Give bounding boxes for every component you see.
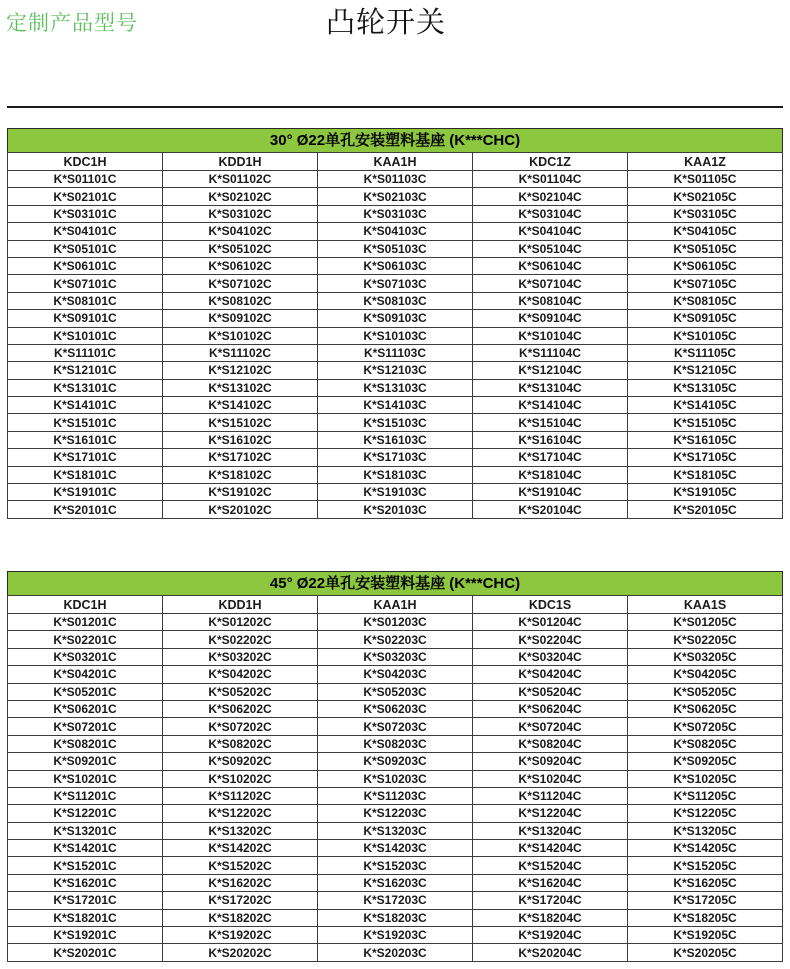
model-cell: K*S18103C [318,466,473,483]
header-row [8,153,783,171]
table-row [8,718,783,735]
model-cell: K*S20205C [628,944,783,961]
model-cell: K*S16205C [628,874,783,891]
divider-line [7,106,783,108]
model-cell: K*S04104C [473,223,628,240]
model-cell: K*S01205C [628,614,783,631]
table-row [8,666,783,683]
table-row [8,700,783,717]
table-header [8,596,783,614]
model-cell: K*S17105C [628,449,783,466]
table-row [8,857,783,874]
model-cell: K*S09103C [318,310,473,327]
model-cell: K*S14202C [163,840,318,857]
model-cell: K*S05201C [8,683,163,700]
model-cell: K*S10202C [163,770,318,787]
model-cell: K*S11102C [163,344,318,361]
model-cell: K*S04101C [8,223,163,240]
table-row [8,840,783,857]
model-cell: K*S18202C [163,909,318,926]
model-cell: K*S07101C [8,275,163,292]
model-cell: K*S19202C [163,927,318,944]
table-body [8,171,783,519]
model-cell: K*S12104C [473,362,628,379]
model-cell: K*S01103C [318,171,473,188]
model-cell: K*S09204C [473,753,628,770]
model-cell: K*S03202C [163,648,318,665]
model-cell: K*S14104C [473,397,628,414]
model-cell: K*S20101C [8,501,163,518]
model-cell: K*S03203C [318,648,473,665]
table-row [8,944,783,961]
model-cell: K*S14205C [628,840,783,857]
model-cell: K*S16101C [8,431,163,448]
table-row [8,171,783,188]
model-cell: K*S12102C [163,362,318,379]
model-cell: K*S09101C [8,310,163,327]
model-cell: K*S12201C [8,805,163,822]
column-header: KDC1Z [473,153,628,171]
model-cell: K*S15202C [163,857,318,874]
model-cell: K*S16105C [628,431,783,448]
model-cell: K*S05203C [318,683,473,700]
model-cell: K*S11104C [473,344,628,361]
model-cell: K*S05102C [163,240,318,257]
table-row [8,275,783,292]
model-cell: K*S06205C [628,700,783,717]
model-cell: K*S03201C [8,648,163,665]
model-cell: K*S11101C [8,344,163,361]
model-cell: K*S15101C [8,414,163,431]
model-cell: K*S08202C [163,735,318,752]
model-cell: K*S02205C [628,631,783,648]
model-cell: K*S17102C [163,449,318,466]
column-header: KAA1H [318,153,473,171]
model-cell: K*S12101C [8,362,163,379]
model-cell: K*S05204C [473,683,628,700]
model-cell: K*S02201C [8,631,163,648]
model-cell: K*S08104C [473,292,628,309]
model-cell: K*S18102C [163,466,318,483]
model-cell: K*S08201C [8,735,163,752]
model-cell: K*S04103C [318,223,473,240]
model-cell: K*S08101C [8,292,163,309]
model-cell: K*S17202C [163,892,318,909]
model-cell: K*S14102C [163,397,318,414]
table-row [8,431,783,448]
model-cell: K*S16102C [163,431,318,448]
model-cell: K*S15203C [318,857,473,874]
model-cell: K*S08203C [318,735,473,752]
model-cell: K*S09201C [8,753,163,770]
model-cell: K*S09202C [163,753,318,770]
model-cell: K*S06203C [318,700,473,717]
model-cell: K*S10102C [163,327,318,344]
model-cell: K*S09205C [628,753,783,770]
column-header: KAA1Z [628,153,783,171]
model-cell: K*S19105C [628,484,783,501]
model-cell: K*S13201C [8,822,163,839]
section-label: 定制产品型号 [6,12,138,35]
model-cell: K*S03204C [473,648,628,665]
model-cell: K*S09105C [628,310,783,327]
model-cell: K*S18203C [318,909,473,926]
model-cell: K*S19204C [473,927,628,944]
model-cell: K*S12203C [318,805,473,822]
model-cell: K*S17204C [473,892,628,909]
model-cell: K*S12205C [628,805,783,822]
model-cell: K*S03103C [318,205,473,222]
model-cell: K*S16104C [473,431,628,448]
model-cell: K*S17203C [318,892,473,909]
model-cell: K*S11105C [628,344,783,361]
model-cell: K*S02103C [318,188,473,205]
model-cell: K*S10103C [318,327,473,344]
model-cell: K*S01102C [163,171,318,188]
table-section-30-degree [7,128,783,519]
table-row [8,292,783,309]
model-cell: K*S19102C [163,484,318,501]
model-cell: K*S08102C [163,292,318,309]
model-cell: K*S01204C [473,614,628,631]
model-cell: K*S10205C [628,770,783,787]
table-row [8,805,783,822]
model-cell: K*S04204C [473,666,628,683]
model-cell: K*S20102C [163,501,318,518]
model-cell: K*S11204C [473,787,628,804]
model-cell: K*S02104C [473,188,628,205]
model-cell: K*S06102C [163,257,318,274]
model-cell: K*S16204C [473,874,628,891]
model-cell: K*S14103C [318,397,473,414]
model-cell: K*S09102C [163,310,318,327]
model-cell: K*S11203C [318,787,473,804]
table-row [8,770,783,787]
model-cell: K*S08205C [628,735,783,752]
table-header [8,153,783,171]
model-cell: K*S01202C [163,614,318,631]
model-cell: K*S20204C [473,944,628,961]
model-cell: K*S04201C [8,666,163,683]
model-cell: K*S06204C [473,700,628,717]
table-title-30-degree: 30° Ø22单孔安装塑料基座 (K***CHC) [7,128,783,152]
table-row [8,892,783,909]
table-row [8,205,783,222]
model-cell: K*S15104C [473,414,628,431]
model-cell: K*S18201C [8,909,163,926]
model-cell: K*S01101C [8,171,163,188]
model-cell: K*S06103C [318,257,473,274]
model-cell: K*S09203C [318,753,473,770]
column-header: KDC1S [473,596,628,614]
column-header: KDC1H [8,596,163,614]
table-row [8,484,783,501]
model-cell: K*S02202C [163,631,318,648]
model-cell: K*S18105C [628,466,783,483]
model-cell: K*S03105C [628,205,783,222]
model-cell: K*S12105C [628,362,783,379]
model-cell: K*S02105C [628,188,783,205]
model-cell: K*S07204C [473,718,628,735]
table-row [8,927,783,944]
table-row [8,683,783,700]
model-cell: K*S12103C [318,362,473,379]
model-cell: K*S06101C [8,257,163,274]
model-cell: K*S20103C [318,501,473,518]
table-row [8,909,783,926]
model-cell: K*S10201C [8,770,163,787]
model-cell: K*S13104C [473,379,628,396]
model-cell: K*S03101C [8,205,163,222]
model-cell: K*S06105C [628,257,783,274]
model-cell: K*S09104C [473,310,628,327]
model-cell: K*S15105C [628,414,783,431]
model-cell: K*S07102C [163,275,318,292]
table-row [8,379,783,396]
table-row [8,257,783,274]
model-cell: K*S05101C [8,240,163,257]
model-cell: K*S07105C [628,275,783,292]
table-row [8,344,783,361]
model-cell: K*S10105C [628,327,783,344]
model-cell: K*S06202C [163,700,318,717]
table-row [8,223,783,240]
model-cell: K*S12202C [163,805,318,822]
model-cell: K*S07203C [318,718,473,735]
model-cell: K*S20105C [628,501,783,518]
model-cell: K*S13102C [163,379,318,396]
model-cell: K*S20104C [473,501,628,518]
model-table-45-degree [7,595,783,962]
model-cell: K*S15204C [473,857,628,874]
model-cell: K*S02102C [163,188,318,205]
model-cell: K*S16103C [318,431,473,448]
table-row [8,874,783,891]
model-cell: K*S20202C [163,944,318,961]
table-row [8,362,783,379]
model-cell: K*S04202C [163,666,318,683]
table-row [8,735,783,752]
table-row [8,501,783,518]
model-cell: K*S13203C [318,822,473,839]
model-cell: K*S14203C [318,840,473,857]
model-cell: K*S07202C [163,718,318,735]
table-row [8,753,783,770]
model-cell: K*S07205C [628,718,783,735]
table-row [8,822,783,839]
model-cell: K*S17201C [8,892,163,909]
model-cell: K*S19101C [8,484,163,501]
model-cell: K*S17101C [8,449,163,466]
table-section-45-degree [7,571,783,962]
model-cell: K*S13204C [473,822,628,839]
model-cell: K*S04105C [628,223,783,240]
table-row [8,449,783,466]
table-row [8,414,783,431]
model-cell: K*S13103C [318,379,473,396]
page-title: 凸轮开关 [326,7,447,39]
model-cell: K*S07103C [318,275,473,292]
model-cell: K*S15205C [628,857,783,874]
table-title-45-degree: 45° Ø22单孔安装塑料基座 (K***CHC) [7,571,783,595]
table-body [8,614,783,962]
model-cell: K*S11202C [163,787,318,804]
table-row [8,397,783,414]
model-cell: K*S19205C [628,927,783,944]
model-cell: K*S01105C [628,171,783,188]
table-row [8,631,783,648]
model-cell: K*S11103C [318,344,473,361]
model-cell: K*S16202C [163,874,318,891]
model-cell: K*S14105C [628,397,783,414]
model-cell: K*S18205C [628,909,783,926]
model-cell: K*S08204C [473,735,628,752]
model-cell: K*S01201C [8,614,163,631]
model-cell: K*S19104C [473,484,628,501]
model-cell: K*S14204C [473,840,628,857]
model-cell: K*S17205C [628,892,783,909]
model-cell: K*S20203C [318,944,473,961]
model-cell: K*S06201C [8,700,163,717]
model-cell: K*S04203C [318,666,473,683]
model-cell: K*S14201C [8,840,163,857]
model-cell: K*S18204C [473,909,628,926]
model-cell: K*S19103C [318,484,473,501]
model-cell: K*S19201C [8,927,163,944]
model-cell: K*S15103C [318,414,473,431]
model-cell: K*S10203C [318,770,473,787]
model-cell: K*S17104C [473,449,628,466]
model-cell: K*S07104C [473,275,628,292]
model-table-30-degree [7,152,783,519]
model-cell: K*S13101C [8,379,163,396]
model-cell: K*S19203C [318,927,473,944]
model-cell: K*S01104C [473,171,628,188]
model-cell: K*S12204C [473,805,628,822]
model-cell: K*S10104C [473,327,628,344]
model-cell: K*S14101C [8,397,163,414]
model-cell: K*S18104C [473,466,628,483]
model-cell: K*S11205C [628,787,783,804]
column-header: KDD1H [163,153,318,171]
column-header: KAA1H [318,596,473,614]
model-cell: K*S06104C [473,257,628,274]
model-cell: K*S20201C [8,944,163,961]
model-cell: K*S13105C [628,379,783,396]
model-cell: K*S02203C [318,631,473,648]
model-cell: K*S08105C [628,292,783,309]
model-cell: K*S03205C [628,648,783,665]
model-cell: K*S11201C [8,787,163,804]
table-row [8,188,783,205]
model-cell: K*S15201C [8,857,163,874]
table-row [8,787,783,804]
model-cell: K*S02204C [473,631,628,648]
table-row [8,310,783,327]
model-cell: K*S13202C [163,822,318,839]
table-row [8,327,783,344]
model-cell: K*S04205C [628,666,783,683]
model-cell: K*S02101C [8,188,163,205]
model-cell: K*S18101C [8,466,163,483]
table-row [8,466,783,483]
model-cell: K*S05205C [628,683,783,700]
model-cell: K*S05104C [473,240,628,257]
model-cell: K*S08103C [318,292,473,309]
model-cell: K*S04102C [163,223,318,240]
model-cell: K*S10204C [473,770,628,787]
model-cell: K*S07201C [8,718,163,735]
model-cell: K*S13205C [628,822,783,839]
model-cell: K*S10101C [8,327,163,344]
model-cell: K*S03104C [473,205,628,222]
model-cell: K*S05103C [318,240,473,257]
table-row [8,648,783,665]
model-cell: K*S05105C [628,240,783,257]
column-header: KDD1H [163,596,318,614]
model-cell: K*S03102C [163,205,318,222]
model-cell: K*S17103C [318,449,473,466]
model-cell: K*S15102C [163,414,318,431]
header-row [8,596,783,614]
model-cell: K*S16203C [318,874,473,891]
model-cell: K*S16201C [8,874,163,891]
column-header: KDC1H [8,153,163,171]
model-cell: K*S05202C [163,683,318,700]
table-row [8,614,783,631]
table-row [8,240,783,257]
model-cell: K*S01203C [318,614,473,631]
column-header: KAA1S [628,596,783,614]
